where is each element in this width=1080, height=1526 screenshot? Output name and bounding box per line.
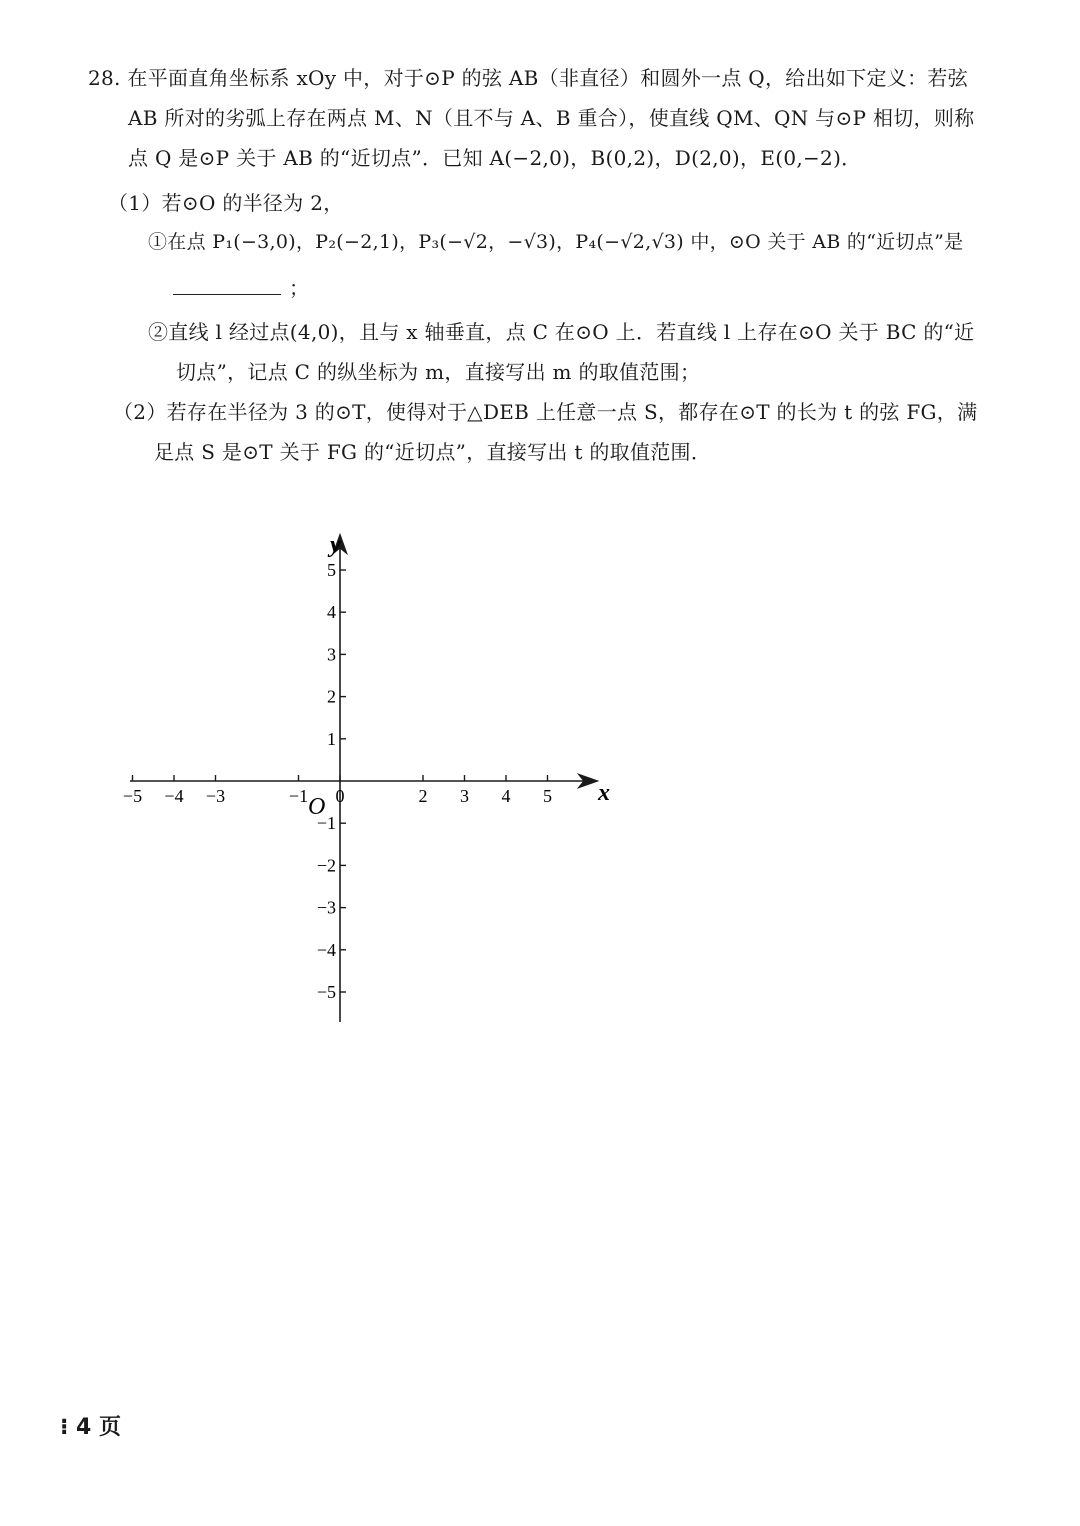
x-tick-label: 4: [501, 786, 511, 806]
y-tick-label: 5: [327, 560, 336, 580]
part1-question1: ①在点 P₁(−3,0)，P₂(−2,1)，P₃(−√2，−√3)，P₄(−√2,√3) 中，⊙O 关于 AB 的“近切点”是: [148, 231, 964, 253]
stem-text-3: 点 Q 是⊙P 关于 AB 的“近切点”．已知 A(−2,0)，B(0,2)，D(2,0)，E(0,−2)．: [128, 146, 862, 170]
part2-line2: 足点 S 是⊙T 关于 FG 的“近切点”，直接写出 t 的取值范围．: [154, 440, 712, 464]
y-tick-label: 4: [327, 602, 336, 623]
x-tick-label: −4: [164, 786, 184, 806]
page-number: 4 页: [76, 1415, 121, 1440]
x-tick-label: −5: [122, 786, 143, 806]
page-footer: [60, 1410, 121, 1441]
part2-line1: （2）若存在半径为 3 的⊙T，使得对于△DEB 上任意一点 S，都存在⊙T 的长为 t 的弦 FG，满: [113, 400, 978, 424]
y-tick-label: −2: [316, 855, 336, 876]
stem-text-2: AB 所对的劣弧上存在两点 M、N（且不与 A、B 重合），使直线 QM、QN 与⊙P 相切，则称: [128, 106, 975, 130]
stem-text-1: 在平面直角坐标系 xOy 中，对于⊙P 的弦 AB（非直径）和圆外一点 Q，给出如下定义：若弦: [127, 66, 969, 90]
y-tick-label: −3: [316, 897, 336, 918]
blank-end: ；: [289, 276, 310, 300]
x-tick-label: 0: [335, 786, 345, 806]
x-tick-label: −3: [205, 786, 226, 806]
y-tick-label: −5: [316, 982, 336, 1002]
x-tick-label: 2: [418, 786, 428, 806]
part1-intro: （1）若⊙O 的半径为 2，: [108, 191, 344, 215]
part1-question2-line2: 切点”，记点 C 的纵坐标为 m，直接写出 m 的取值范围；: [176, 360, 701, 384]
x-tick-label: 3: [460, 786, 469, 806]
part1-question2-line1: ②直线 l 经过点(4,0)，且与 x 轴垂直，点 C 在⊙O 上．若直线 l 上存在⊙O 关于 BC 的“近: [148, 320, 975, 344]
y-tick-label: −1: [316, 813, 336, 834]
problem-number: 28.: [88, 66, 121, 90]
y-tick-label: 2: [327, 686, 336, 707]
x-tick-label: −1: [288, 786, 309, 806]
y-axis-label: y: [330, 532, 341, 558]
y-tick-label: −4: [316, 939, 336, 960]
x-axis-label: x: [598, 780, 610, 806]
footer-mark: ⁝: [60, 1415, 77, 1440]
y-tick-label: 3: [327, 644, 336, 665]
y-tick-label: 1: [327, 728, 336, 749]
origin-label: O: [308, 794, 326, 820]
x-tick-label: 5: [543, 786, 552, 806]
